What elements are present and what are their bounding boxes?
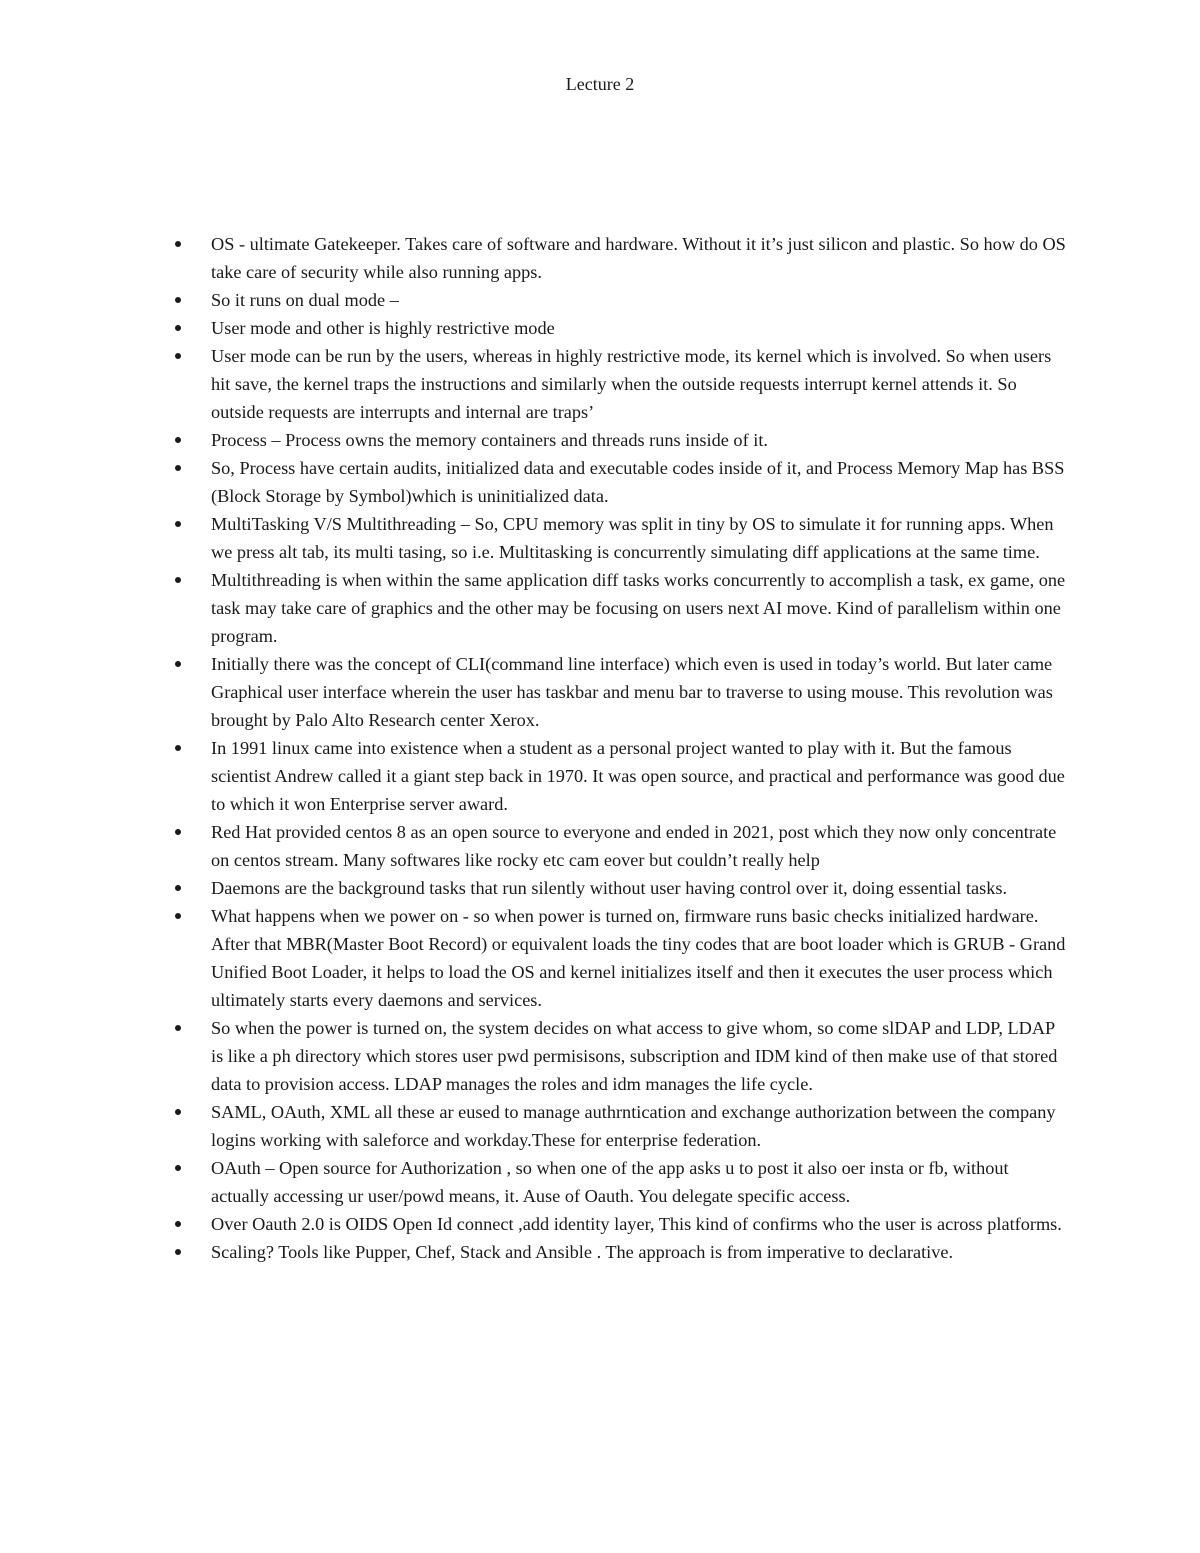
bullet-list	[211, 230, 1071, 1266]
bullet-icon	[175, 885, 181, 891]
bullet-icon	[175, 1221, 181, 1227]
bullet-item	[211, 734, 1071, 818]
bullet-icon	[175, 297, 181, 303]
bullet-text: OAuth – Open source for Authorization , so when one of the app asks u to post it also oer insta or fb, without actually accessing ur user/powd means, it. Ause of Oauth. You delegate specific access.	[211, 1158, 1009, 1206]
bullet-item	[211, 566, 1071, 650]
bullet-icon	[175, 577, 181, 583]
bullet-item	[211, 342, 1071, 426]
bullet-item	[211, 230, 1071, 286]
bullet-item	[211, 314, 1071, 342]
bullet-item	[211, 902, 1071, 1014]
bullet-icon	[175, 1249, 181, 1255]
bullet-icon	[175, 829, 181, 835]
bullet-text: Scaling? Tools like Pupper, Chef, Stack and Ansible . The approach is from imperative to declarative.	[211, 1242, 954, 1262]
bullet-item	[211, 818, 1071, 874]
bullet-item	[211, 1098, 1071, 1154]
bullet-item	[211, 1014, 1071, 1098]
bullet-item	[211, 426, 1071, 454]
bullet-icon	[175, 913, 181, 919]
bullet-text: Over Oauth 2.0 is OIDS Open Id connect ,add identity layer, This kind of confirms who the user is across platforms.	[211, 1214, 1062, 1234]
bullet-text: Red Hat provided centos 8 as an open source to everyone and ended in 2021, post which they now only concentrate on centos stream. Many softwares like rocky etc cam eover but couldn’t really help	[211, 822, 1057, 870]
bullet-text: So, Process have certain audits, initialized data and executable codes inside of it, and Process Memory Map has BSS (Block Storage by Symbol)which is uninitialized data.	[211, 458, 1065, 506]
bullet-item	[211, 650, 1071, 734]
bullet-text: So when the power is turned on, the system decides on what access to give whom, so come slDAP and LDP, LDAP is like a ph directory which stores user pwd permisisons, subscription and IDM kind of then make use of that stored data to provision access. LDAP manages the roles and idm manages the life cycle.	[211, 1018, 1058, 1094]
bullet-item	[211, 454, 1071, 510]
bullet-text: Multithreading is when within the same application diff tasks works concurrently to accomplish a task, ex game, one task may take care of graphics and the other may be focusing on users next AI move. Kind of parallelism within one program.	[211, 570, 1066, 646]
bullet-icon	[175, 1165, 181, 1171]
bullet-text: So it runs on dual mode –	[211, 290, 399, 310]
bullet-text: User mode and other is highly restrictive mode	[211, 318, 555, 338]
bullet-text: In 1991 linux came into existence when a student as a personal project wanted to play with it. But the famous scientist Andrew called it a giant step back in 1970. It was open source, and practical and performance was good due to which it won Enterprise server award.	[211, 738, 1065, 814]
bullet-text: User mode can be run by the users, whereas in highly restrictive mode, its kernel which is involved. So when users hit save, the kernel traps the instructions and similarly when the outside requests interrupt kernel attends it. So outside requests are interrupts and internal are traps’	[211, 346, 1052, 422]
bullet-text: Initially there was the concept of CLI(command line interface) which even is used in today’s world. But later came Graphical user interface wherein the user has taskbar and menu bar to traverse to using mouse. This revolution was brought by Palo Alto Research center Xerox.	[211, 654, 1053, 730]
bullet-icon	[175, 1025, 181, 1031]
bullet-text: MultiTasking V/S Multithreading – So, CPU memory was split in tiny by OS to simulate it for running apps. When we press alt tab, its multi tasing, so i.e. Multitasking is concurrently simulating diff applications at the same time.	[211, 514, 1054, 562]
bullet-text: OS - ultimate Gatekeeper. Takes care of software and hardware. Without it it’s just silicon and plastic. So how do OS take care of security while also running apps.	[211, 234, 1066, 282]
bullet-icon	[175, 521, 181, 527]
bullet-item	[211, 1238, 1071, 1266]
bullet-icon	[175, 325, 181, 331]
bullet-icon	[175, 1109, 181, 1115]
bullet-item	[211, 874, 1071, 902]
bullet-icon	[175, 745, 181, 751]
bullet-text: What happens when we power on - so when power is turned on, firmware runs basic checks initialized hardware. After that MBR(Master Boot Record) or equivalent loads the tiny codes that are boot loader which is GRUB - Grand Unified Boot Loader, it helps to load the OS and kernel initializes itself and then it executes the user process which ultimately starts every daemons and services.	[211, 906, 1066, 1010]
bullet-icon	[175, 241, 181, 247]
bullet-text: Daemons are the background tasks that run silently without user having control over it, doing essential tasks.	[211, 878, 1008, 898]
bullet-item	[211, 1210, 1071, 1238]
bullet-item	[211, 510, 1071, 566]
bullet-icon	[175, 437, 181, 443]
bullet-item	[211, 286, 1071, 314]
bullet-icon	[175, 661, 181, 667]
bullet-icon	[175, 465, 181, 471]
bullet-text: SAML, OAuth, XML all these ar eused to manage authrntication and exchange authorization between the company logins working with saleforce and workday.These for enterprise federation.	[211, 1102, 1056, 1150]
bullet-item	[211, 1154, 1071, 1210]
bullet-text: Process – Process owns the memory containers and threads runs inside of it.	[211, 430, 768, 450]
page-title: Lecture 2	[565, 74, 635, 94]
bullet-icon	[175, 353, 181, 359]
